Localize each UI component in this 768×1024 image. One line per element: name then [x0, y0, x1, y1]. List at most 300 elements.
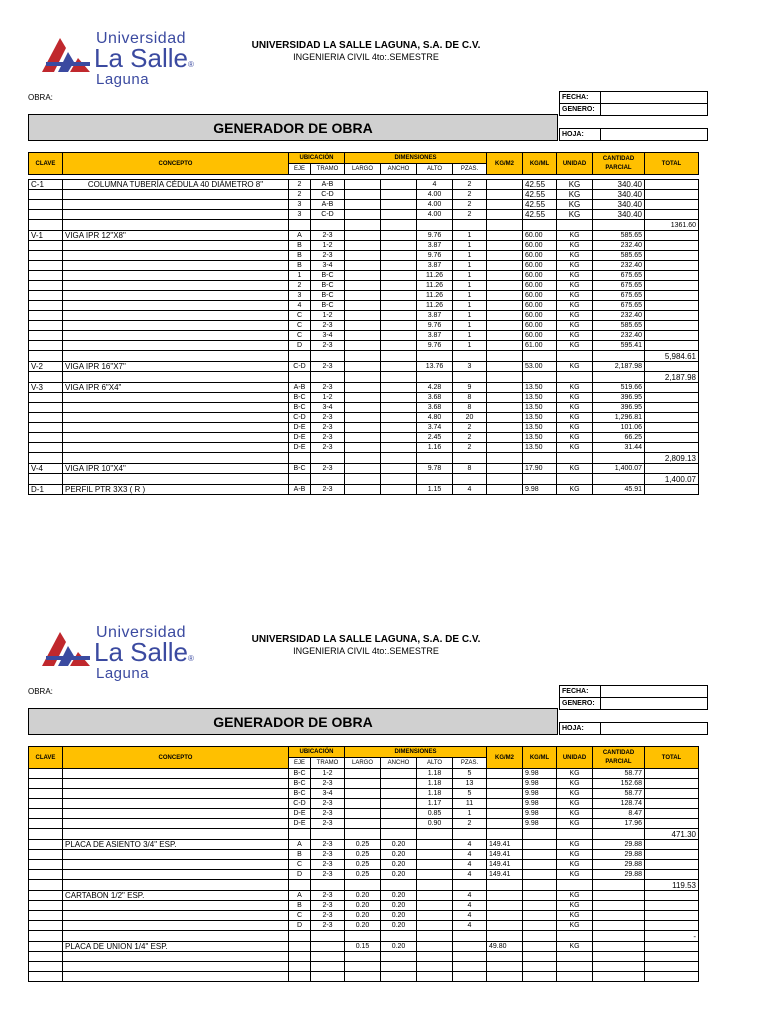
- genero-field[interactable]: [601, 698, 708, 710]
- cell-unidad: KG: [557, 464, 593, 474]
- col-pzas: PZAS.: [453, 758, 487, 769]
- table-row: [29, 443, 699, 453]
- cell-eje: 4: [289, 301, 311, 311]
- table-row: [29, 819, 699, 829]
- cell-tramo: 2-3: [311, 413, 345, 423]
- cell-cantidad-parcial: 58.77: [593, 789, 645, 799]
- cell-kgm2: [487, 485, 523, 495]
- cell-kgml: 9.98: [523, 779, 557, 789]
- cell-cantidad-parcial: 29.88: [593, 870, 645, 880]
- cell-kgml: 42.55: [523, 180, 557, 190]
- cell-total: [645, 251, 699, 261]
- cell-tramo: 2-3: [311, 341, 345, 351]
- cell-kgml: 42.55: [523, 190, 557, 200]
- cell-clave: [29, 860, 63, 870]
- cell-eje: [289, 372, 311, 383]
- cell-ancho: [381, 281, 417, 291]
- table-row: [29, 351, 699, 362]
- table-row: [29, 383, 699, 393]
- cell-total: 471.30: [645, 829, 699, 840]
- cell-largo: [345, 393, 381, 403]
- cell-alto: [417, 829, 453, 840]
- cell-eje: A: [289, 840, 311, 850]
- col-cantidad-parcial: CANTIDAD PARCIAL: [593, 153, 645, 175]
- cell-alto: 3.68: [417, 403, 453, 413]
- cell-clave: [29, 840, 63, 850]
- cell-pzas: 8: [453, 403, 487, 413]
- cell-pzas: 2: [453, 210, 487, 220]
- col-ubicacion: UBICACIÓN: [289, 747, 345, 758]
- cell-unidad: KG: [557, 231, 593, 241]
- cell-kgml: [523, 453, 557, 464]
- cell-concepto: [63, 403, 289, 413]
- cell-ancho: [381, 962, 417, 972]
- cell-kgml: 60.00: [523, 331, 557, 341]
- table-row: [29, 880, 699, 891]
- cell-eje: [289, 942, 311, 952]
- table-row: [29, 200, 699, 210]
- cell-total: [645, 870, 699, 880]
- table-row: [29, 453, 699, 464]
- cell-clave: [29, 474, 63, 485]
- cell-tramo: 2-3: [311, 891, 345, 901]
- cell-kgm2: [487, 200, 523, 210]
- cell-total: [645, 341, 699, 351]
- cell-concepto: [63, 829, 289, 840]
- cell-eje: D: [289, 341, 311, 351]
- cell-eje: B: [289, 251, 311, 261]
- col-alto: ALTO: [417, 758, 453, 769]
- document-title-block: [236, 40, 496, 62]
- cell-alto: 11.26: [417, 301, 453, 311]
- cell-pzas: 5: [453, 789, 487, 799]
- cell-kgm2: 149.41: [487, 870, 523, 880]
- cell-unidad: KG: [557, 413, 593, 423]
- cell-alto: 3.68: [417, 393, 453, 403]
- cell-eje: B-C: [289, 789, 311, 799]
- cell-alto: 3.87: [417, 261, 453, 271]
- cell-concepto: [63, 210, 289, 220]
- table-row: [29, 911, 699, 921]
- cell-eje: 2: [289, 281, 311, 291]
- cell-largo: 0.25: [345, 840, 381, 850]
- cell-clave: [29, 443, 63, 453]
- cell-unidad: KG: [557, 311, 593, 321]
- cell-kgml: [523, 952, 557, 962]
- cell-ancho: 0.20: [381, 850, 417, 860]
- cell-pzas: [453, 453, 487, 464]
- cell-kgm2: [487, 474, 523, 485]
- fecha-label: FECHA:: [560, 92, 601, 104]
- cell-unidad: KG: [557, 261, 593, 271]
- cell-clave: V-2: [29, 362, 63, 372]
- table-body: [29, 769, 699, 982]
- cell-pzas: [453, 372, 487, 383]
- cell-cantidad-parcial: 31.44: [593, 443, 645, 453]
- cell-kgml: [523, 372, 557, 383]
- cell-kgm2: [487, 931, 523, 942]
- cell-tramo: 2-3: [311, 860, 345, 870]
- col-kgm2: KG/M2: [487, 153, 523, 175]
- cell-total: [645, 809, 699, 819]
- table-row: [29, 921, 699, 931]
- table-row: [29, 789, 699, 799]
- hoja-box: [559, 722, 708, 735]
- cell-alto: [417, 840, 453, 850]
- cell-largo: [345, 403, 381, 413]
- cell-kgml: [523, 942, 557, 952]
- cell-unidad: [557, 880, 593, 891]
- cell-pzas: 1: [453, 311, 487, 321]
- table-row: [29, 291, 699, 301]
- cell-total: [645, 321, 699, 331]
- cell-alto: [417, 474, 453, 485]
- hoja-field[interactable]: [601, 723, 708, 735]
- cell-kgm2: [487, 789, 523, 799]
- table-row: [29, 362, 699, 372]
- fecha-field[interactable]: [601, 92, 708, 104]
- cell-alto: 4.80: [417, 413, 453, 423]
- col-largo: LARGO: [345, 164, 381, 175]
- cell-ancho: 0.20: [381, 870, 417, 880]
- cell-ancho: [381, 433, 417, 443]
- cell-cantidad-parcial: [593, 952, 645, 962]
- cell-total: [645, 972, 699, 982]
- cell-unidad: KG: [557, 485, 593, 495]
- cell-pzas: 2: [453, 190, 487, 200]
- cell-cantidad-parcial: [593, 880, 645, 891]
- cell-clave: V-3: [29, 383, 63, 393]
- cell-alto: 9.76: [417, 321, 453, 331]
- cell-kgm2: [487, 251, 523, 261]
- logo-text-universidad: Universidad: [96, 30, 186, 47]
- cell-kgm2: [487, 180, 523, 190]
- cell-tramo: [311, 952, 345, 962]
- table-row: [29, 413, 699, 423]
- cell-kgml: 9.98: [523, 809, 557, 819]
- cell-clave: [29, 931, 63, 942]
- cell-eje: A-B: [289, 485, 311, 495]
- cell-eje: C: [289, 911, 311, 921]
- cell-total: [645, 301, 699, 311]
- genero-field[interactable]: [601, 104, 708, 116]
- cell-ancho: 0.20: [381, 860, 417, 870]
- cell-concepto: [63, 952, 289, 962]
- cell-concepto: [63, 962, 289, 972]
- cell-eje: D-E: [289, 819, 311, 829]
- cell-kgm2: [487, 829, 523, 840]
- cell-clave: [29, 210, 63, 220]
- cell-ancho: [381, 464, 417, 474]
- cell-tramo: 2-3: [311, 840, 345, 850]
- cell-concepto: [63, 799, 289, 809]
- obra-label: OBRA:: [28, 687, 53, 696]
- cell-total: [645, 433, 699, 443]
- cell-largo: [345, 779, 381, 789]
- cell-unidad: KG: [557, 809, 593, 819]
- cell-eje: 3: [289, 291, 311, 301]
- table-row: [29, 251, 699, 261]
- cell-eje: [289, 474, 311, 485]
- cell-total: [645, 942, 699, 952]
- cell-tramo: 1-2: [311, 241, 345, 251]
- cell-kgm2: [487, 962, 523, 972]
- cell-kgml: [523, 921, 557, 931]
- col-eje: EJE: [289, 164, 311, 175]
- logo-text-laguna: Laguna: [96, 665, 150, 682]
- fecha-label: FECHA:: [560, 686, 601, 698]
- cell-tramo: [311, 962, 345, 972]
- cell-kgml: [523, 901, 557, 911]
- cell-unidad: KG: [557, 251, 593, 261]
- cell-cantidad-parcial: [593, 372, 645, 383]
- cell-pzas: 4: [453, 870, 487, 880]
- cell-tramo: 3-4: [311, 789, 345, 799]
- cell-largo: [345, 362, 381, 372]
- cell-largo: 0.20: [345, 901, 381, 911]
- cell-concepto: VIGA IPR 6"X4": [63, 383, 289, 393]
- table-row: [29, 942, 699, 952]
- cell-clave: [29, 921, 63, 931]
- cell-tramo: 2-3: [311, 251, 345, 261]
- cell-concepto: CARTABON 1/2" ESP.: [63, 891, 289, 901]
- cell-ancho: [381, 453, 417, 464]
- table-row: [29, 474, 699, 485]
- cell-tramo: B-C: [311, 291, 345, 301]
- cell-kgm2: [487, 341, 523, 351]
- cell-unidad: [557, 952, 593, 962]
- cell-alto: [417, 942, 453, 952]
- cell-ancho: [381, 423, 417, 433]
- col-largo: LARGO: [345, 758, 381, 769]
- hoja-label: HOJA:: [560, 129, 601, 141]
- cell-tramo: 2-3: [311, 901, 345, 911]
- cell-eje: [289, 453, 311, 464]
- cell-ancho: [381, 972, 417, 982]
- cell-eje: B: [289, 241, 311, 251]
- cell-alto: 1.18: [417, 779, 453, 789]
- cell-concepto: [63, 453, 289, 464]
- table-row: [29, 891, 699, 901]
- col-cantidad-parcial: CANTIDAD PARCIAL: [593, 747, 645, 769]
- cell-pzas: 2: [453, 200, 487, 210]
- cell-pzas: 1: [453, 271, 487, 281]
- cell-cantidad-parcial: 17.96: [593, 819, 645, 829]
- cell-clave: [29, 870, 63, 880]
- cell-largo: 0.25: [345, 850, 381, 860]
- cell-cantidad-parcial: [593, 942, 645, 952]
- cell-largo: [345, 819, 381, 829]
- table-row: [29, 220, 699, 231]
- table-row: [29, 301, 699, 311]
- cell-largo: 0.20: [345, 921, 381, 931]
- cell-concepto: [63, 301, 289, 311]
- cell-largo: [345, 200, 381, 210]
- cell-largo: [345, 769, 381, 779]
- cell-alto: [417, 891, 453, 901]
- cell-largo: 0.25: [345, 860, 381, 870]
- cell-ancho: [381, 809, 417, 819]
- cell-unidad: [557, 931, 593, 942]
- cell-kgm2: [487, 433, 523, 443]
- cell-cantidad-parcial: [593, 351, 645, 362]
- generador-banner: GENERADOR DE OBRA: [28, 114, 558, 141]
- cell-alto: [417, 351, 453, 362]
- cell-ancho: 0.20: [381, 942, 417, 952]
- cell-tramo: [311, 453, 345, 464]
- cell-alto: 0.90: [417, 819, 453, 829]
- cell-kgm2: [487, 372, 523, 383]
- cell-largo: [345, 433, 381, 443]
- cell-cantidad-parcial: 66.25: [593, 433, 645, 443]
- cell-unidad: KG: [557, 210, 593, 220]
- cell-kgml: 60.00: [523, 291, 557, 301]
- col-concepto: CONCEPTO: [63, 747, 289, 769]
- cell-largo: [345, 962, 381, 972]
- cell-unidad: KG: [557, 241, 593, 251]
- cell-largo: [345, 271, 381, 281]
- cell-clave: [29, 220, 63, 231]
- cell-cantidad-parcial: 232.40: [593, 311, 645, 321]
- cell-cantidad-parcial: [593, 901, 645, 911]
- cell-largo: [345, 261, 381, 271]
- cell-unidad: KG: [557, 403, 593, 413]
- cell-total: 1361.60: [645, 220, 699, 231]
- cell-concepto: [63, 281, 289, 291]
- cell-pzas: 1: [453, 291, 487, 301]
- cell-unidad: KG: [557, 321, 593, 331]
- cell-eje: [289, 972, 311, 982]
- hoja-field[interactable]: [601, 129, 708, 141]
- cell-concepto: [63, 870, 289, 880]
- cell-kgm2: [487, 453, 523, 464]
- cell-cantidad-parcial: 340.40: [593, 180, 645, 190]
- cell-cantidad-parcial: 396.95: [593, 393, 645, 403]
- cell-tramo: 2-3: [311, 485, 345, 495]
- cell-kgml: 13.50: [523, 383, 557, 393]
- cell-kgml: [523, 840, 557, 850]
- cell-pzas: 1: [453, 261, 487, 271]
- cell-alto: 4.00: [417, 210, 453, 220]
- cell-ancho: [381, 261, 417, 271]
- cell-alto: 0.85: [417, 809, 453, 819]
- logo-text-la-salle: La Salle®: [94, 637, 194, 667]
- cell-largo: [345, 464, 381, 474]
- cell-ancho: [381, 880, 417, 891]
- cell-kgml: 42.55: [523, 210, 557, 220]
- cell-kgm2: [487, 301, 523, 311]
- cell-kgml: 9.98: [523, 789, 557, 799]
- cell-kgm2: [487, 261, 523, 271]
- cell-pzas: [453, 829, 487, 840]
- cell-pzas: 9: [453, 383, 487, 393]
- cell-tramo: 2-3: [311, 870, 345, 880]
- cell-alto: [417, 952, 453, 962]
- table-row: [29, 423, 699, 433]
- cell-unidad: KG: [557, 281, 593, 291]
- cell-eje: B-C: [289, 403, 311, 413]
- cell-tramo: A-B: [311, 200, 345, 210]
- cell-alto: 1.18: [417, 789, 453, 799]
- cell-total: [645, 464, 699, 474]
- cell-pzas: 2: [453, 180, 487, 190]
- cell-kgm2: [487, 809, 523, 819]
- cell-alto: [417, 962, 453, 972]
- table-row: [29, 779, 699, 789]
- cell-ancho: [381, 251, 417, 261]
- cell-largo: [345, 829, 381, 840]
- cell-concepto: [63, 972, 289, 982]
- cell-alto: [417, 372, 453, 383]
- cell-alto: 3.74: [417, 423, 453, 433]
- cell-concepto: [63, 819, 289, 829]
- cell-pzas: 4: [453, 860, 487, 870]
- cell-cantidad-parcial: [593, 220, 645, 231]
- cell-alto: [417, 972, 453, 982]
- cell-largo: [345, 413, 381, 423]
- cell-unidad: KG: [557, 942, 593, 952]
- registered-mark: ®: [187, 654, 194, 663]
- cell-eje: C: [289, 331, 311, 341]
- cell-largo: [345, 231, 381, 241]
- cell-ancho: [381, 331, 417, 341]
- cell-kgml: 13.50: [523, 443, 557, 453]
- cell-clave: [29, 779, 63, 789]
- cell-kgm2: [487, 331, 523, 341]
- cell-largo: 0.25: [345, 870, 381, 880]
- cell-largo: [345, 291, 381, 301]
- cell-tramo: B-C: [311, 281, 345, 291]
- cell-eje: D-E: [289, 433, 311, 443]
- cell-kgml: 60.00: [523, 301, 557, 311]
- cell-unidad: KG: [557, 341, 593, 351]
- cell-ancho: [381, 241, 417, 251]
- cell-eje: [289, 880, 311, 891]
- cell-total: [645, 200, 699, 210]
- cell-total: -: [645, 931, 699, 942]
- col-unidad: UNIDAD: [557, 153, 593, 175]
- cell-kgm2: [487, 291, 523, 301]
- cell-alto: [417, 850, 453, 860]
- cell-tramo: 1-2: [311, 393, 345, 403]
- cell-clave: [29, 271, 63, 281]
- cell-alto: 13.76: [417, 362, 453, 372]
- cell-largo: [345, 351, 381, 362]
- cell-ancho: [381, 789, 417, 799]
- cell-kgml: [523, 962, 557, 972]
- cell-cantidad-parcial: 585.65: [593, 251, 645, 261]
- cell-cantidad-parcial: 675.65: [593, 271, 645, 281]
- cell-unidad: KG: [557, 799, 593, 809]
- cell-kgml: 13.50: [523, 403, 557, 413]
- cell-eje: D-E: [289, 809, 311, 819]
- cell-alto: [417, 220, 453, 231]
- cell-pzas: 1: [453, 331, 487, 341]
- cell-kgm2: [487, 220, 523, 231]
- cell-ancho: [381, 311, 417, 321]
- cell-unidad: KG: [557, 789, 593, 799]
- cell-largo: [345, 301, 381, 311]
- cell-kgm2: [487, 231, 523, 241]
- cell-kgml: 13.50: [523, 393, 557, 403]
- cell-cantidad-parcial: 340.40: [593, 190, 645, 200]
- cell-largo: [345, 311, 381, 321]
- table-row: [29, 901, 699, 911]
- fecha-field[interactable]: [601, 686, 708, 698]
- document-title-block: [236, 634, 496, 656]
- cell-tramo: 2-3: [311, 809, 345, 819]
- cell-kgm2: [487, 281, 523, 291]
